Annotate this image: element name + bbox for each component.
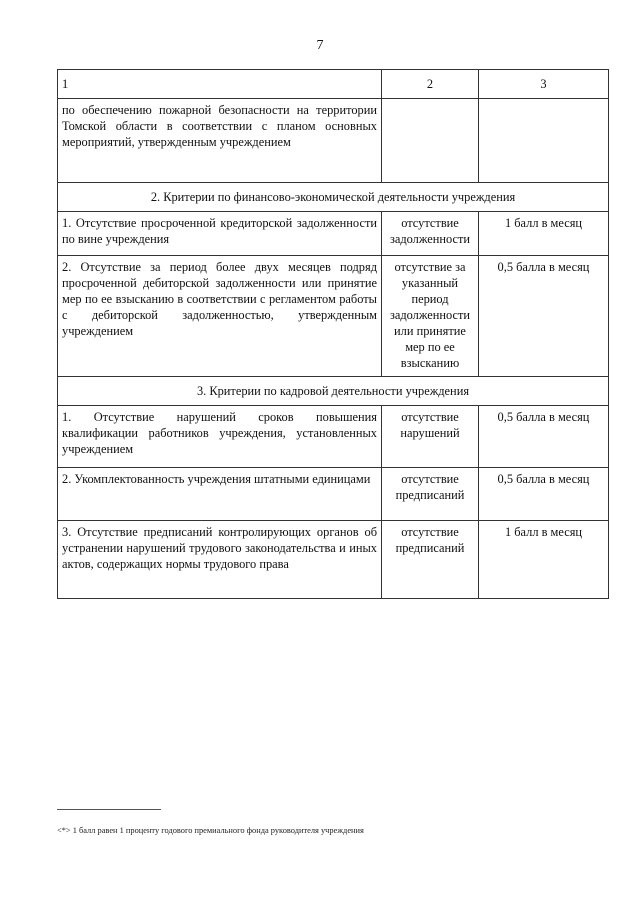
condition-cell: отсутствие предписаний	[382, 468, 479, 521]
table-row	[58, 99, 609, 183]
score-cell: 1 балл в месяц	[479, 212, 609, 256]
score-cell: 0,5 балла в месяц	[479, 406, 609, 468]
condition-cell: отсутствие нарушений	[382, 406, 479, 468]
header-col-2: 2	[382, 70, 479, 99]
table-row	[58, 212, 609, 256]
section-header-row	[58, 377, 609, 406]
criterion-cell: 2. Укомплектованность учреждения штатными единицами	[58, 468, 382, 521]
criterion-cell: по обеспечению пожарной безопасности на территории Томской области в соответствии с планом основных мероприятий, утвержденным учреждением	[58, 99, 382, 183]
footnote-divider	[57, 809, 161, 810]
footnote: <*> 1 балл равен 1 проценту годового премиального фонда руководителя учреждения	[57, 826, 364, 835]
header-col-1: 1	[58, 70, 382, 99]
table-row	[58, 406, 609, 468]
score-cell: 0,5 балла в месяц	[479, 468, 609, 521]
table-row	[58, 521, 609, 599]
table-header-row	[58, 70, 609, 99]
criterion-cell: 2. Отсутствие за период более двух месяцев подряд просроченной дебиторской задолженности или принятие мер по ее взысканию в соответствии с регламентом работы с дебиторской задолженностью, утвержденным учреждением	[58, 256, 382, 377]
section-title: 3. Критерии по кадровой деятельности учреждения	[58, 377, 609, 406]
criterion-cell: 1. Отсутствие нарушений сроков повышения квалификации работников учреждения, установленных учреждением	[58, 406, 382, 468]
table-row	[58, 468, 609, 521]
header-col-3: 3	[479, 70, 609, 99]
condition-cell: отсутствие предписаний	[382, 521, 479, 599]
condition-cell: отсутствие задолженности	[382, 212, 479, 256]
section-header-row	[58, 183, 609, 212]
score-cell: 0,5 балла в месяц	[479, 256, 609, 377]
criterion-cell: 3. Отсутствие предписаний контролирующих органов об устранении нарушений трудового законодательства и иных актов, содержащих нормы трудового права	[58, 521, 382, 599]
condition-cell	[382, 99, 479, 183]
score-cell: 1 балл в месяц	[479, 521, 609, 599]
condition-cell: отсутствие за указанный период задолженности или принятие мер по ее взысканию	[382, 256, 479, 377]
criteria-table	[57, 69, 609, 599]
page-number: 7	[316, 38, 324, 53]
table-row	[58, 256, 609, 377]
section-title: 2. Критерии по финансово-экономической деятельности учреждения	[58, 183, 609, 212]
criterion-cell: 1. Отсутствие просроченной кредиторской задолженности по вине учреждения	[58, 212, 382, 256]
score-cell	[479, 99, 609, 183]
